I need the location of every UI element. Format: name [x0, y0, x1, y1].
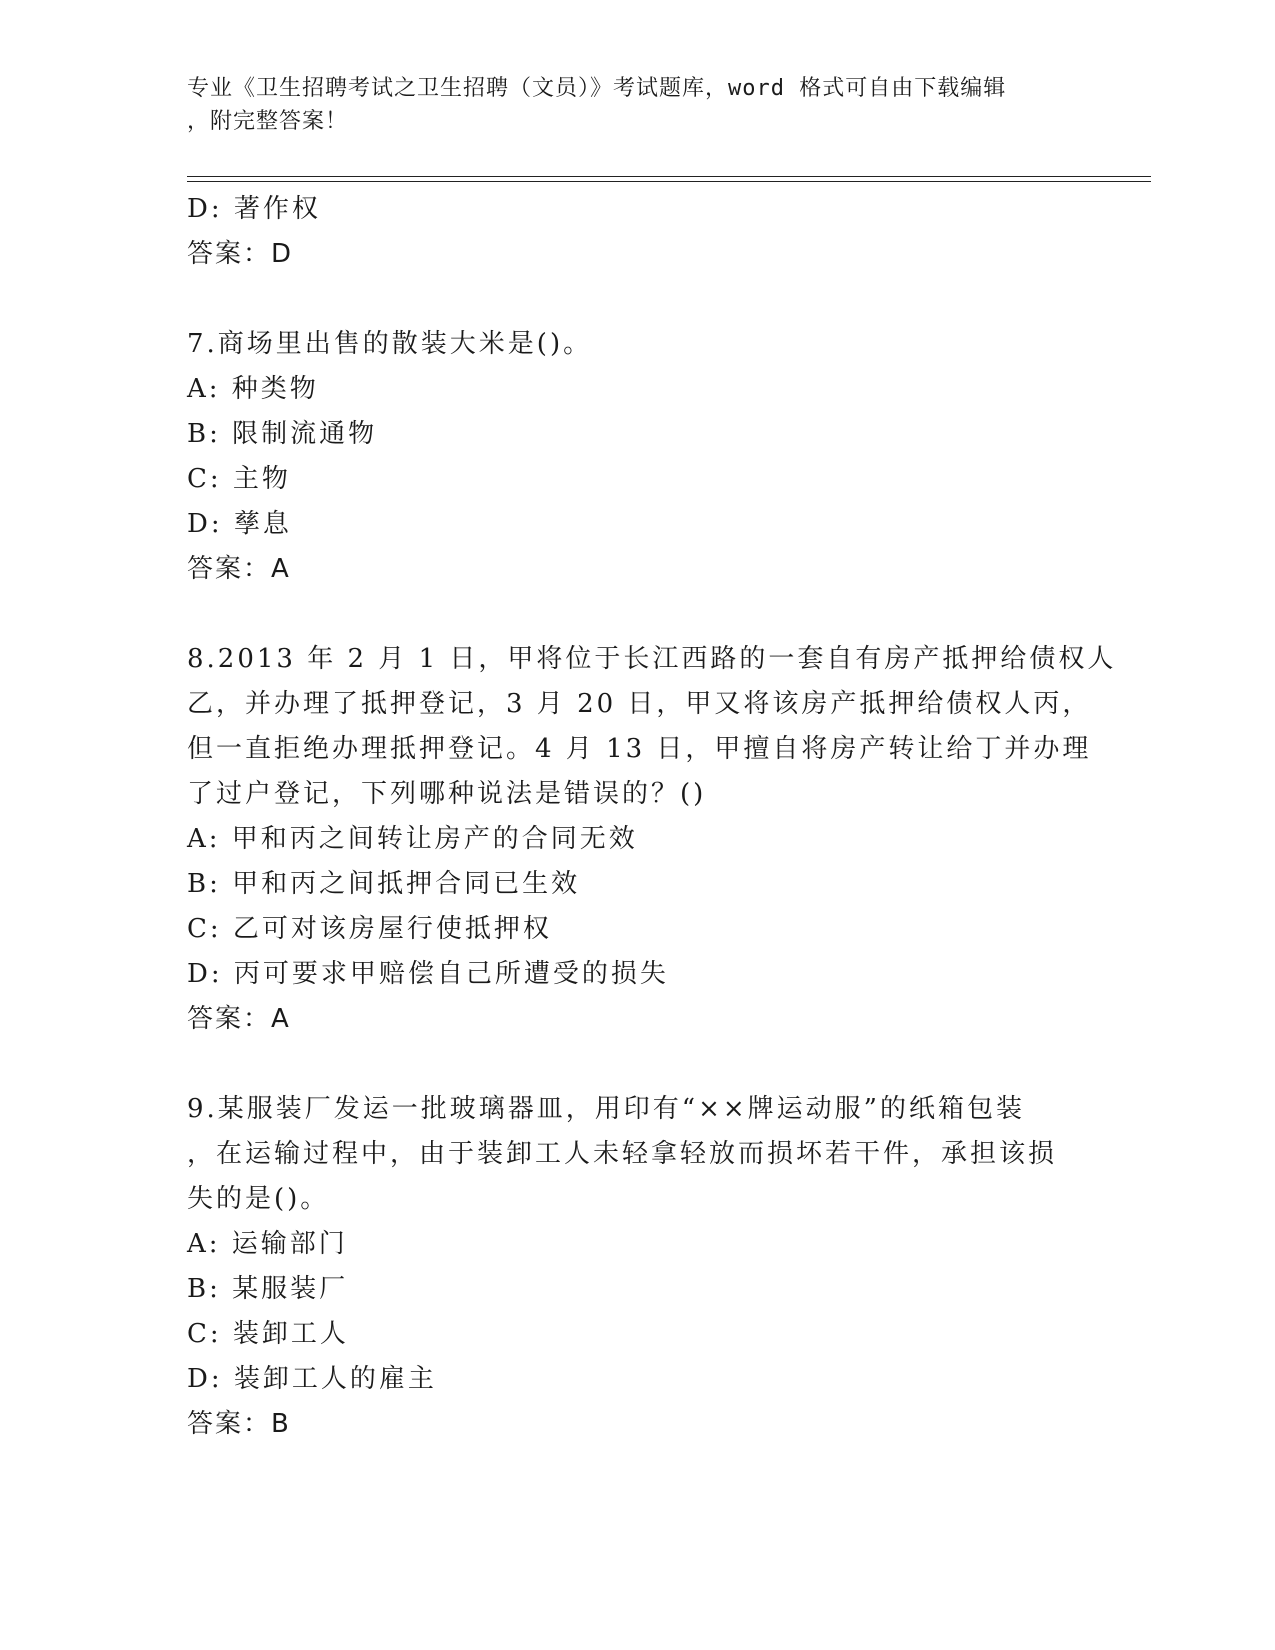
option-c: C: 乙可对该房屋行使抵押权 [187, 914, 552, 944]
question-6-tail [187, 187, 1087, 277]
question-stem-line-3: 失的是()。 [187, 1184, 330, 1214]
answer: 答案：A [187, 1004, 291, 1034]
option-d: D: 孳息 [187, 509, 292, 539]
question-stem-line-2: 乙，并办理了抵押登记，3 月 20 日，甲又将该房产抵押给债权人丙， [187, 689, 1092, 719]
option-c: C: 装卸工人 [187, 1319, 349, 1349]
answer: 答案：B [187, 1409, 291, 1439]
answer: 答案：D [187, 239, 294, 269]
question-7 [187, 322, 1087, 592]
option-a: A: 种类物 [187, 374, 319, 404]
option-d: D: 装卸工人的雇主 [187, 1364, 437, 1394]
question-stem-line-4: 了过户登记，下列哪种说法是错误的？() [187, 779, 707, 809]
option-c: C: 主物 [187, 464, 291, 494]
option-a: A: 运输部门 [187, 1229, 348, 1259]
question-9 [187, 1087, 1087, 1447]
option-d: D: 丙可要求甲赔偿自己所遭受的损失 [187, 959, 669, 989]
option-b: B: 甲和丙之间抵押合同已生效 [187, 869, 581, 899]
option-b: B: 限制流通物 [187, 419, 378, 449]
question-stem-line-2: ，在运输过程中，由于装卸工人未轻拿轻放而损坏若干件，承担该损 [187, 1139, 1058, 1169]
question-8 [187, 637, 1117, 1042]
header-line-1: 专业《卫生招聘考试之卫生招聘（文员）》考试题库，word 格式可自由下载编辑 [187, 76, 1007, 101]
header-divider-bottom [187, 181, 1151, 182]
question-list [187, 187, 1117, 1492]
option-d: D: 著作权 [187, 194, 321, 224]
header-line-2: ，附完整答案！ [187, 109, 349, 134]
answer: 答案：A [187, 554, 291, 584]
option-a: A: 甲和丙之间转让房产的合同无效 [187, 824, 638, 854]
question-stem: 7.商场里出售的散装大米是()。 [187, 329, 593, 359]
question-stem-line-1: 9.某服装厂发运一批玻璃器皿，用印有“××牌运动服”的纸箱包装 [187, 1094, 1025, 1124]
header-divider-top [187, 176, 1151, 177]
question-stem-line-1: 8.2013 年 2 月 1 日，甲将位于长江西路的一套自有房产抵押给债权人 [187, 644, 1117, 674]
option-b: B: 某服装厂 [187, 1274, 349, 1304]
question-stem-line-3: 但一直拒绝办理抵押登记。4 月 13 日，甲擅自将房产转让给丁并办理 [187, 734, 1092, 764]
document-header [187, 72, 1067, 138]
